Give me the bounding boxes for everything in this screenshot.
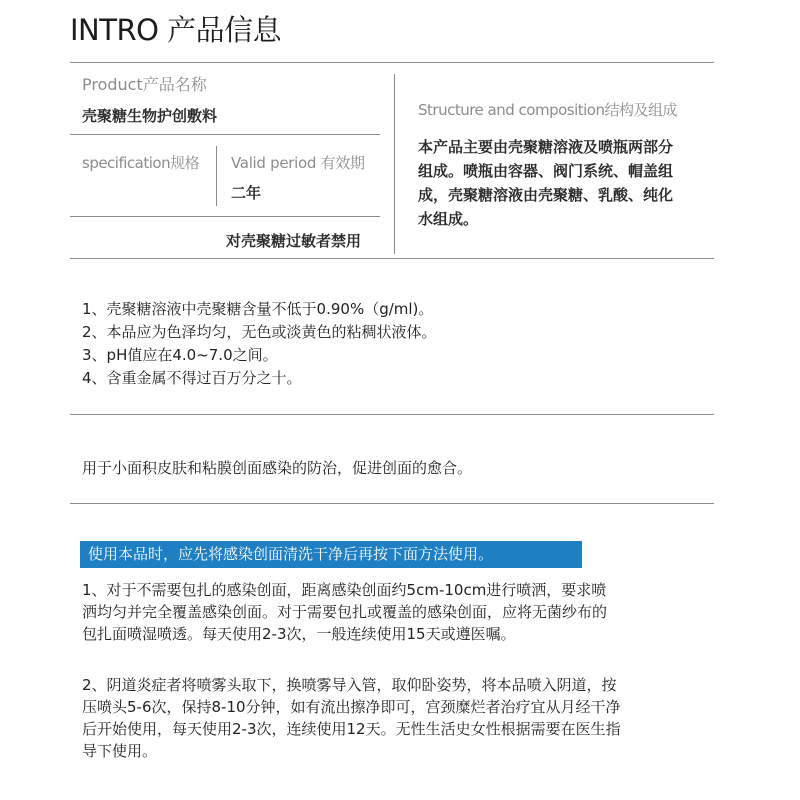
method-line: 导下使用。 [82, 742, 158, 760]
table-top-divider [70, 62, 714, 63]
spec-item: 3、pH值应在4.0~7.0之间。 [82, 346, 278, 364]
valid-period-value: 二年 [231, 184, 262, 202]
method-line: 2、阴道炎症者将喷雾头取下，换喷雾导入管，取仰卧姿势，将本品喷入阴道，按 [82, 676, 617, 694]
spec-item: 1、壳聚糖溶液中壳聚糖含量不低于0.90%（g/ml)。 [82, 300, 434, 318]
spec-row-divider [70, 216, 380, 217]
spec-section-divider [70, 414, 714, 415]
product-name-label: Product产品名称 [82, 75, 207, 94]
structure-label: Structure and composition结构及组成 [418, 101, 677, 119]
usage-text: 用于小面积皮肤和粘膜创面感染的防治，促进创面的愈合。 [82, 459, 473, 477]
method-banner: 使用本品时，应先将感染创面清洗干净后再按下面方法使用。 [80, 541, 582, 568]
method-paragraph-1 [82, 579, 607, 645]
table-center-divider [394, 74, 395, 254]
product-name-value: 壳聚糖生物护创敷料 [82, 107, 218, 125]
structure-text [418, 135, 673, 231]
allergy-warning: 对壳聚糖过敏者禁用 [226, 232, 362, 250]
table-bottom-divider [70, 258, 714, 259]
spec-item: 4、含重金属不得过百万分之十。 [82, 369, 302, 387]
structure-line: 水组成。 [418, 210, 479, 228]
product-row-divider [70, 134, 380, 135]
usage-section-divider [70, 503, 714, 504]
spec-item: 2、本品应为色泽均匀，无色或淡黄色的粘稠状液体。 [82, 323, 437, 341]
method-line: 压喷头5-6次，保持8-10分钟，如有流出擦净即可，宫颈糜烂者治疗宜从月经干净 [82, 698, 621, 716]
page-title: INTRO 产品信息 [70, 13, 282, 47]
structure-line: 组成。喷瓶由容器、阀门系统、帽盖组 [418, 162, 674, 180]
structure-line: 成，壳聚糖溶液由壳聚糖、乳酸、纯化 [418, 186, 674, 204]
method-line: 后开始使用，每天使用2-3次，连续使用12天。无性生活史女性根据需要在医生指 [82, 720, 621, 738]
specification-label: specification规格 [82, 154, 200, 172]
method-paragraph-2 [82, 674, 621, 762]
structure-line: 本产品主要由壳聚糖溶液及喷瓶两部分 [418, 138, 674, 156]
method-line: 洒均匀并完全覆盖感染创面。对于需要包扎或覆盖的感染创面，应将无菌纱布的 [82, 603, 608, 621]
spec-valid-divider [216, 146, 217, 206]
method-line: 1、对于不需要包扎的感染创面，距离感染创面约5cm-10cm进行喷洒，要求喷 [82, 581, 607, 599]
method-line: 包扎面喷湿喷透。每天使用2-3次，一般连续使用15天或遵医嘱。 [82, 625, 516, 643]
valid-period-label: Valid period 有效期 [231, 154, 365, 172]
spec-list [82, 298, 437, 390]
